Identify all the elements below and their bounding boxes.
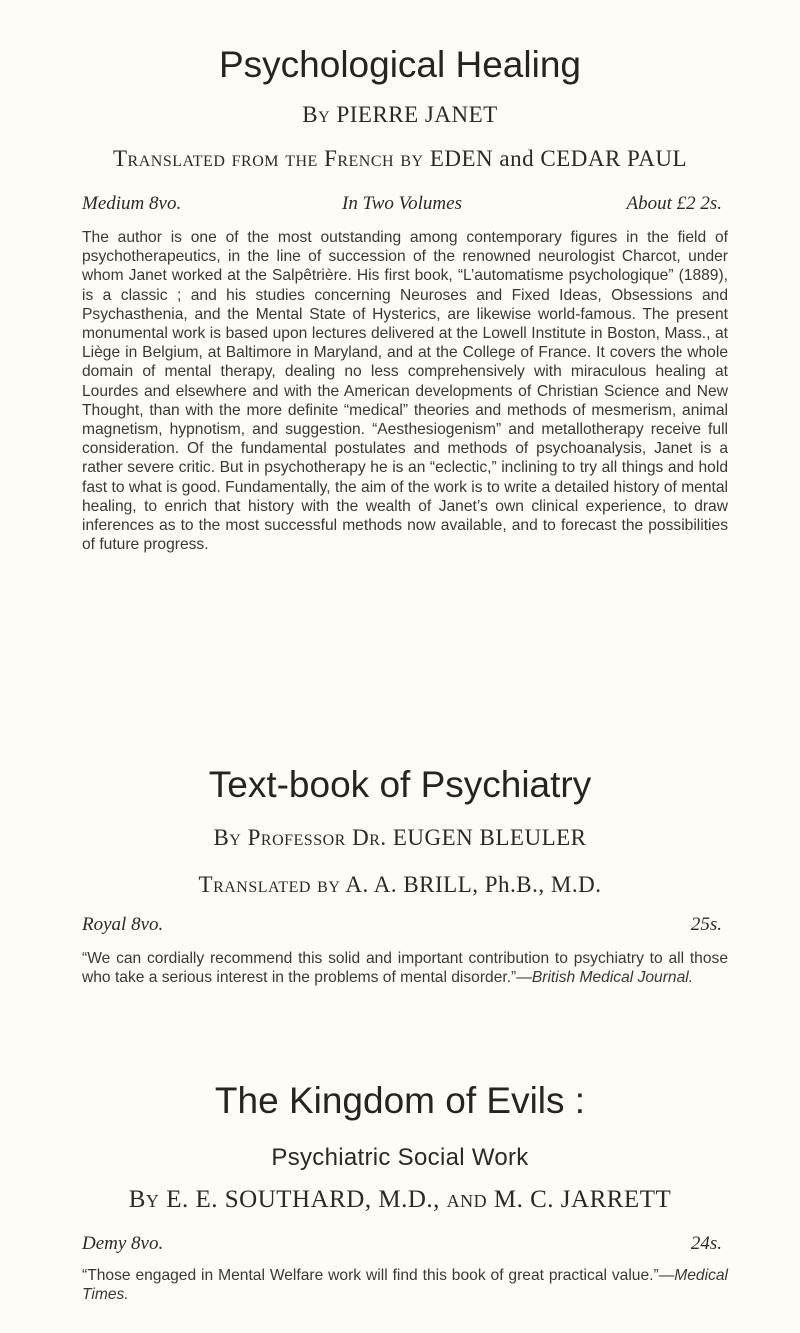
- and-word: and: [446, 1186, 488, 1213]
- book-price: 25s.: [690, 914, 722, 935]
- book-byline: [0, 1186, 800, 1214]
- book-title: The Kingdom of Evils :: [214, 1080, 586, 1121]
- review-quote: [82, 1266, 728, 1304]
- review-quote: [82, 949, 728, 987]
- book-description: The author is one of the most outstanding among contemporary figures in the field of psychotherapeutics, in the line of succession of the renowned neurologist Charcot, under whom Janet worked at the Salpêtrière. His first book, “L’automatisme psychologique” (1889), is a classic ; and his studies concerning Neuroses and Fixed Ideas, Obsessions and Psychasthenia, and the Mental State of Hysterics, are likewise world-famous. The present monumental work is based upon lectures delivered at the Lowell Institute in Boston, Mass., at Liège in Belgium, at Baltimore in Maryland, and at the College of France. It covers the whole domain of mental therapy, dealing no less comprehensively with miraculous healing at Lourdes and elsewhere and with the American developments of Christian Science and New Thought, than with the more definite “medical” theories and methods of mesmerism, animal magnetism, hypnotism, and suggestion. “Aesthesiogenism” and metallotherapy receive full consideration. Of the fundamental postulates and methods of psychoanalysis, Janet is a rather severe critic. But in psychotherapy he is an “eclectic,” inclining to try all things and hold fast to what is good. Fundamentally, the aim of the work is to write a detailed history of mental healing, to enrich that history with the wealth of Janet’s own clinical experience, to draw inferences as to the most successful methods now available, and to forecast the possibilities of future progress.: [82, 229, 728, 554]
- coauthor-name: M. C. JARRETT: [493, 1186, 672, 1213]
- publication-details: [82, 193, 722, 215]
- book-format: Demy 8vo.: [82, 1233, 164, 1254]
- book-title: Psychological Healing: [219, 44, 581, 85]
- quote-source: British Medical Journal.: [531, 969, 694, 987]
- book-price: About £2 2s.: [626, 193, 722, 214]
- volume-count: In Two Volumes: [342, 193, 462, 214]
- byline-prefix: By Professor Dr.: [213, 825, 387, 850]
- quote-text: “We can cordially recommend this solid and important contribution to psychiatry to all those who take a serious interest in the problems of mental disorder.”—: [82, 950, 728, 987]
- book-title: Text-book of Psychiatry: [208, 764, 592, 805]
- author-name: PIERRE JANET: [336, 102, 498, 127]
- book-byline: [0, 825, 800, 851]
- book-subtitle: Psychiatric Social Work: [271, 1144, 529, 1171]
- translator-name: A. A. BRILL, Ph.B., M.D.: [345, 872, 602, 897]
- translator-line: [0, 872, 800, 898]
- translator-line: [0, 146, 800, 172]
- translator-prefix: Translated by: [198, 872, 341, 897]
- author-name: E. E. SOUTHARD, M.D.,: [166, 1186, 440, 1213]
- book-byline: [0, 102, 800, 128]
- book-price: 24s.: [690, 1233, 722, 1254]
- book-format: Medium 8vo.: [82, 193, 182, 214]
- author-name: EUGEN BLEULER: [392, 825, 587, 850]
- publication-details: [82, 914, 722, 936]
- quote-source: Medical Times.: [82, 1267, 728, 1304]
- book-format: Royal 8vo.: [82, 914, 164, 935]
- translator-prefix: Translated from the French by: [112, 146, 424, 171]
- translator-name: EDEN and CEDAR PAUL: [429, 146, 688, 171]
- byline-prefix: By: [128, 1186, 160, 1213]
- byline-prefix: By: [302, 102, 331, 127]
- publication-details: [82, 1233, 722, 1255]
- quote-text: “Those engaged in Mental Welfare work will find this book of great practical value.”—: [82, 1267, 675, 1284]
